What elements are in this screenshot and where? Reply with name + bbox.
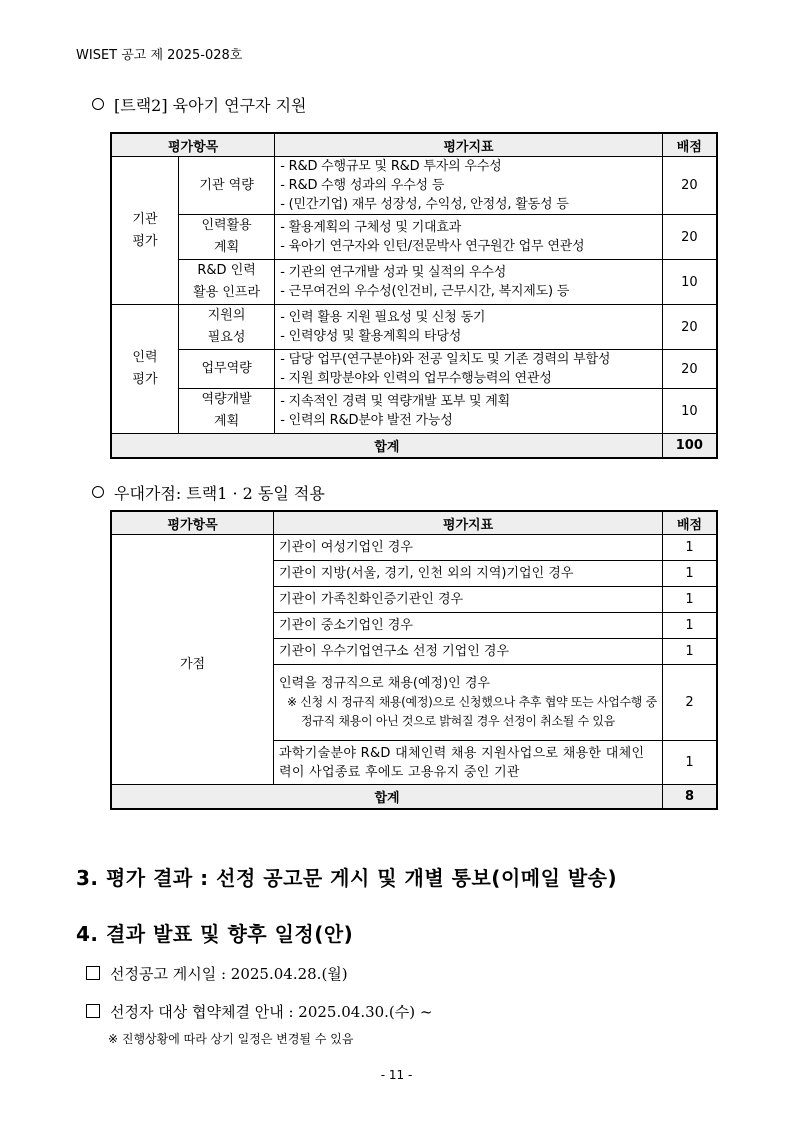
eval-category: 가점 xyxy=(111,535,274,785)
eval-subcategory: R&D 인력 활용 인프라 xyxy=(178,260,274,305)
eval-indicator xyxy=(274,535,663,561)
eval-score: 1 xyxy=(663,587,717,613)
eval-subcategory: 업무역량 xyxy=(178,350,274,389)
section-title-bonus xyxy=(92,481,325,504)
eval-indicators xyxy=(275,305,662,350)
indicator-line: - 인력의 R&D분야 발전 가능성 xyxy=(280,413,453,428)
schedule-remark: ※ 진행상황에 따라 상기 일정은 변경될 수 있음 xyxy=(108,1032,354,1046)
eval-indicator xyxy=(274,587,663,613)
eval-indicator xyxy=(274,561,663,587)
eval-indicators xyxy=(275,350,662,389)
header-eval-item: 평가항목 xyxy=(111,133,275,157)
eval-category: 기관 평가 xyxy=(111,157,178,305)
table-row xyxy=(111,157,717,215)
document-header: WISET 공고 제 2025-028호 xyxy=(76,48,243,63)
eval-indicators xyxy=(275,157,662,215)
eval-score: 10 xyxy=(662,260,717,305)
eval-indicator xyxy=(274,665,663,741)
indicator-note: ※ 신청 시 정규직 채용(예정)으로 신청했으나 추후 협약 또는 사업수행 중 정규직 채용이 아닌 것으로 밝혀질 경우 선정이 취소될 수 있음 xyxy=(287,695,657,728)
indicator-line: - 기관의 연구개발 성과 및 실적의 우수성 xyxy=(280,265,507,280)
header-score: 배점 xyxy=(663,511,717,535)
indicator-text: 기관이 지방(서울, 경기, 인천 외의 지역)기업인 경우 xyxy=(279,566,574,581)
indicator-text: 과학기술분야 R&D 대체인력 채용 지원사업으로 채용한 대체인력이 사업종료 후에도 고용유지 중인 기관 xyxy=(279,745,645,780)
table-row xyxy=(111,305,717,350)
indicator-text: 기관이 우수기업연구소 선정 기업인 경우 xyxy=(279,644,510,659)
circle-bullet-icon xyxy=(92,98,104,110)
eval-indicator xyxy=(274,639,663,665)
indicator-line: - 육아기 연구자와 인턴/전문박사 연구원간 업무 연관성 xyxy=(280,239,585,254)
eval-indicators xyxy=(275,389,662,434)
indicator-text: 기관이 중소기업인 경우 xyxy=(279,618,413,633)
schedule-text: 선정자 대상 협약체결 안내 : 2025.04.30.(수) ~ xyxy=(110,1003,433,1021)
table-row xyxy=(111,215,717,260)
heading-evaluation-result: 3. 평가 결과 : 선정 공고문 게시 및 개별 통보(이메일 발송) xyxy=(76,866,618,890)
total-score: 100 xyxy=(662,434,717,459)
eval-subcategory: 역량개발 계획 xyxy=(178,389,274,434)
eval-score: 1 xyxy=(663,613,717,639)
eval-score: 1 xyxy=(663,741,717,785)
indicator-line: - 근무여건의 우수성(인건비, 근무시간, 복지제도) 등 xyxy=(280,284,570,299)
eval-score: 20 xyxy=(662,157,717,215)
schedule-item xyxy=(86,1001,432,1022)
total-label: 합계 xyxy=(111,785,663,810)
indicator-line: - 활용계획의 구체성 및 기대효과 xyxy=(280,220,462,235)
schedule-item xyxy=(86,963,348,984)
eval-subcategory: 지원의 필요성 xyxy=(178,305,274,350)
header-eval-item: 평가항목 xyxy=(111,511,274,535)
header-score: 배점 xyxy=(662,133,717,157)
eval-category: 인력 평가 xyxy=(111,305,178,434)
eval-indicator xyxy=(274,741,663,785)
eval-subcategory: 인력활용 계획 xyxy=(178,215,274,260)
section-title-text: [트랙2] 육아기 연구자 지원 xyxy=(114,96,307,115)
eval-indicator xyxy=(274,613,663,639)
indicator-line: - 지원 희망분야와 인력의 업무수행능력의 연관성 xyxy=(280,371,552,386)
table-row xyxy=(111,350,717,389)
bonus-points-table xyxy=(110,510,718,810)
indicator-text: 인력을 정규직으로 채용(예정)인 경우 xyxy=(279,676,490,691)
eval-score: 2 xyxy=(663,665,717,741)
eval-score: 1 xyxy=(663,535,717,561)
eval-score: 10 xyxy=(662,389,717,434)
indicator-text: 기관이 가족친화인증기관인 경우 xyxy=(279,592,464,607)
page-number: - 11 - xyxy=(380,1068,413,1082)
eval-score: 20 xyxy=(662,350,717,389)
eval-indicators xyxy=(275,260,662,305)
table-row xyxy=(111,260,717,305)
eval-score: 1 xyxy=(663,561,717,587)
eval-subcategory: 기관 역량 xyxy=(178,157,274,215)
table-row xyxy=(111,389,717,434)
table-row xyxy=(111,535,717,561)
track2-evaluation-table xyxy=(110,132,718,459)
indicator-text: 기관이 여성기업인 경우 xyxy=(279,540,413,555)
indicator-line: - 인력 활용 지원 필요성 및 신청 동기 xyxy=(280,310,486,325)
checkbox-square-icon xyxy=(86,1004,100,1018)
total-label: 합계 xyxy=(111,434,662,459)
total-score: 8 xyxy=(663,785,717,810)
indicator-line: - 인력양성 및 활용계획의 타당성 xyxy=(280,329,462,344)
indicator-line: - R&D 수행 성과의 우수성 등 xyxy=(280,178,445,193)
eval-indicators xyxy=(275,215,662,260)
checkbox-square-icon xyxy=(86,966,100,980)
eval-score: 20 xyxy=(662,305,717,350)
header-eval-indicator: 평가지표 xyxy=(275,133,662,157)
eval-score: 20 xyxy=(662,215,717,260)
section-title-track2 xyxy=(92,93,306,116)
circle-bullet-icon xyxy=(92,486,104,498)
eval-score: 1 xyxy=(663,639,717,665)
indicator-line: - (민간기업) 재무 성장성, 수익성, 안정성, 활동성 등 xyxy=(280,197,569,212)
schedule-text: 선정공고 게시일 : 2025.04.28.(월) xyxy=(110,965,348,983)
header-eval-indicator: 평가지표 xyxy=(274,511,663,535)
indicator-line: - 담당 업무(연구분야)와 전공 일치도 및 기존 경력의 부합성 xyxy=(280,352,611,367)
indicator-line: - 지속적인 경력 및 역량개발 포부 및 계획 xyxy=(280,394,510,409)
heading-schedule: 4. 결과 발표 및 향후 일정(안) xyxy=(76,922,354,946)
section-title-text: 우대가점: 트랙1 · 2 동일 적용 xyxy=(114,484,325,503)
indicator-line: - R&D 수행규모 및 R&D 투자의 우수성 xyxy=(280,159,502,174)
